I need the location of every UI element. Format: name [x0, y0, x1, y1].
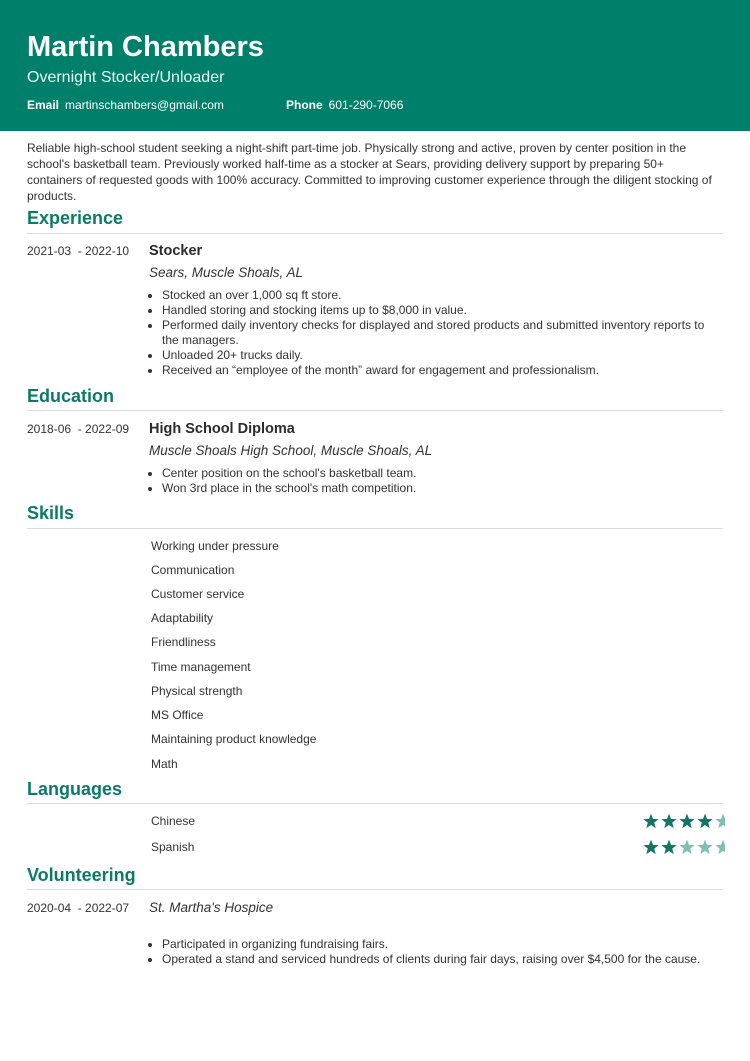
star-filled-icon: [697, 814, 712, 828]
skill-item: Adaptability: [151, 611, 214, 625]
experience-date: 2021-03 - 2022-10: [27, 244, 130, 258]
list-item: • Operated a stand and serviced hundreds of clients during fair days, raising over $4,500 for the cause.: [162, 952, 722, 967]
star-rating-icons: [643, 813, 725, 829]
email-label: Email: [27, 98, 60, 112]
star-empty-icon: [715, 814, 725, 828]
list-item: • Won 3rd place in the school's math competition.: [162, 481, 722, 496]
education-divider: [27, 410, 723, 411]
skill-item: Working under pressure: [151, 539, 279, 553]
list-item: • Stocked an over 1,000 sq ft store.: [162, 288, 722, 303]
job-title: Overnight Stocker/Unloader: [27, 69, 225, 86]
volunteering-divider: [27, 889, 723, 890]
experience-divider: [27, 233, 723, 234]
skill-item: Math: [151, 757, 178, 771]
phone-contact: [286, 97, 403, 113]
skill-item: Friendliness: [151, 635, 216, 649]
star-rating-icons: [643, 839, 725, 855]
skill-item: Customer service: [151, 587, 245, 601]
education-heading: Education: [27, 386, 115, 406]
star-empty-icon: [697, 840, 712, 854]
volunteering-date: 2020-04 - 2022-07: [27, 901, 130, 915]
star-empty-icon: [679, 840, 694, 854]
skill-item: Time management: [151, 660, 251, 674]
language-rating: [643, 813, 725, 829]
education-date: 2018-06 - 2022-09: [27, 422, 130, 436]
volunteering-bullets: [149, 937, 722, 967]
skills-heading: Skills: [27, 503, 75, 523]
volunteering-heading: Volunteering: [27, 865, 136, 885]
experience-bullets: [149, 288, 722, 378]
list-item: • Center position on the school's basketball team.: [162, 466, 722, 481]
language-name: Chinese: [151, 814, 196, 828]
star-filled-icon: [661, 840, 676, 854]
star-empty-icon: [715, 840, 725, 854]
language-rating: [643, 839, 725, 855]
candidate-name: Martin Chambers: [27, 31, 264, 63]
star-filled-icon: [661, 814, 676, 828]
education-bullets: [149, 466, 722, 496]
language-name: Spanish: [151, 840, 195, 854]
star-filled-icon: [643, 840, 658, 854]
list-item: • Participated in organizing fundraising fairs.: [162, 937, 722, 952]
header-banner: [0, 0, 750, 131]
skill-item: Maintaining product knowledge: [151, 732, 317, 746]
experience-org: Sears, Muscle Shoals, AL: [149, 265, 304, 280]
skill-item: Physical strength: [151, 684, 243, 698]
skill-item: Communication: [151, 563, 235, 577]
email-value[interactable]: martinschambers@gmail.com: [65, 98, 224, 112]
languages-divider: [27, 803, 723, 804]
email-contact: [27, 97, 224, 113]
skills-divider: [27, 528, 723, 529]
languages-heading: Languages: [27, 779, 123, 799]
list-item: • Received an “employee of the month” award for engagement and professionalism.: [162, 363, 722, 378]
phone-value[interactable]: 601-290-7066: [328, 98, 404, 112]
experience-heading: Experience: [27, 208, 124, 228]
list-item: • Unloaded 20+ trucks daily.: [162, 348, 722, 363]
list-item: • Handled storing and stocking items up to $8,000 in value.: [162, 303, 722, 318]
education-role: High School Diploma: [149, 421, 295, 437]
education-org: Muscle Shoals High School, Muscle Shoals, AL: [149, 443, 433, 458]
list-item: • Performed daily inventory checks for displayed and stored products and submitted inventory reports to the managers.: [162, 318, 722, 348]
phone-label: Phone: [286, 98, 323, 112]
skill-item: MS Office: [151, 708, 204, 722]
volunteering-org: St. Martha's Hospice: [149, 900, 274, 915]
star-filled-icon: [679, 814, 694, 828]
summary-paragraph: Reliable high-school student seeking a night-shift part-time job. Physically strong and active, proven by center position in the school's basketball team. Previously worked half-time as a stocker at Sears, providing delivery support by preparing 50+ containers of requested goods with 100% accuracy. Committed to improving customer experience through the diligent stocking of products.: [27, 141, 712, 203]
star-filled-icon: [643, 814, 658, 828]
experience-role: Stocker: [149, 243, 203, 259]
